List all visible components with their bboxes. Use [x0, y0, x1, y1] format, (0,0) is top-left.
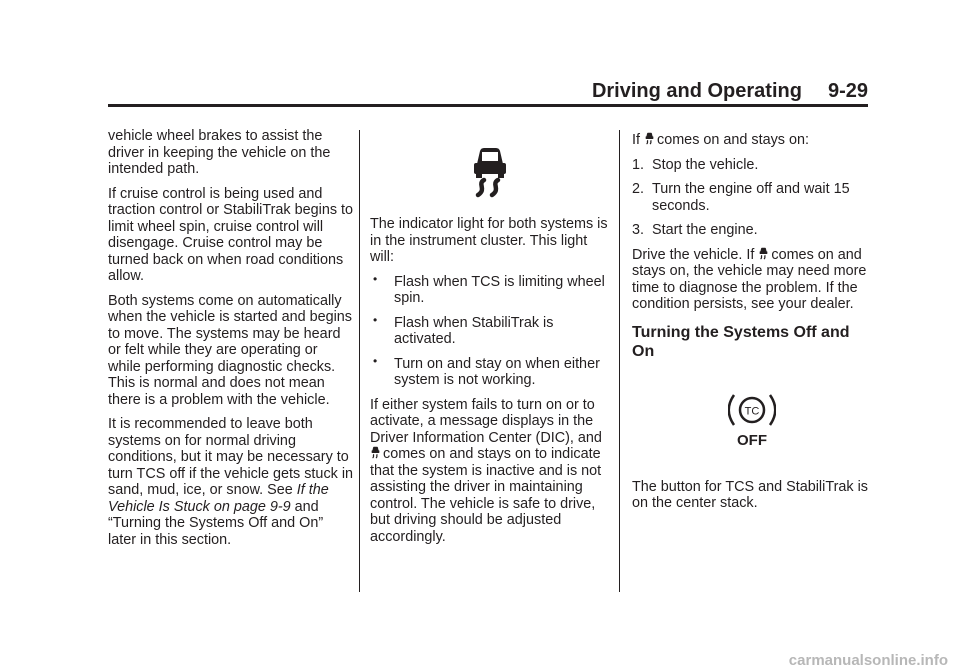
bullet-glyph: •: [373, 312, 378, 327]
step-number: 1.: [632, 156, 645, 173]
list-item: [370, 353, 610, 389]
paragraph: Both systems come on automatically when the vehicle is started and begins to move. The systems may be heard or felt while they are operating or while performing diagnostic checks. This is normal and does not mean there is a problem with the vehicle.: [108, 292, 352, 408]
indicator-icon-figure: [370, 128, 610, 216]
list-item-text: Flash when TCS is limiting wheel spin.: [394, 273, 605, 306]
stabilitrak-skid-icon: [758, 247, 769, 260]
column-divider-2: [619, 130, 620, 592]
section-heading: Turning the Systems Off and On: [632, 323, 850, 360]
column-1: [108, 128, 354, 556]
paragraph: vehicle wheel brakes to assist the driver in keeping the vehicle on the intended path.: [108, 128, 331, 177]
paragraph-text: and “Turning the Systems Off and On” later in this section.: [108, 498, 324, 548]
step-text: Stop the vehicle.: [652, 156, 759, 173]
stabilitrak-skid-icon: [370, 446, 381, 459]
paragraph: The button for TCS and StabiliTrak is on the center stack.: [632, 478, 868, 511]
paragraph-text: If: [632, 132, 644, 148]
stabilitrak-skid-icon: [644, 132, 655, 145]
step-item: [632, 181, 872, 214]
off-label: OFF: [737, 431, 767, 449]
header-rule: [108, 104, 868, 107]
column-divider-1: [359, 130, 360, 592]
paragraph: [632, 247, 872, 313]
paragraph-text: comes on and stays on to indicate that the system is inactive and is not assisting the driver in maintaining control. The vehicle is safe to drive, but driving should be adjusted accordingly.: [370, 446, 602, 545]
button-icon-figure: [632, 361, 872, 479]
page-header: [592, 80, 868, 103]
paragraph: [108, 416, 354, 548]
paragraph-text: comes on and stays on, the vehicle may need more time to diagnose the problem. If the condition persists, see your dealer.: [632, 246, 867, 312]
step-number: 2.: [632, 181, 645, 197]
list-item: [370, 271, 610, 307]
paragraph-text: It is recommended to leave both systems on for normal driving conditions, but it may be necessary to turn TCS off if the vehicle gets stuck in sand, mud, ice, or snow. See: [108, 416, 354, 498]
list-item: [370, 312, 610, 348]
paragraph: [632, 132, 872, 149]
bullet-glyph: •: [373, 353, 378, 368]
bullet-glyph: •: [373, 271, 378, 286]
column-2: [370, 128, 610, 553]
step-text: Start the engine.: [652, 222, 758, 238]
paragraph-text: comes on and stays on:: [657, 132, 809, 148]
tc-off-icon: [728, 391, 776, 449]
paragraph: [370, 397, 610, 546]
paragraph-text: Drive the vehicle. If: [632, 246, 759, 263]
step-text: Turn the engine off and wait 15 seconds.: [652, 181, 850, 214]
list-item-text: Flash when StabiliTrak is activated.: [394, 314, 554, 347]
step-number: 3.: [632, 222, 645, 238]
tc-label: TC: [744, 405, 760, 417]
paragraph-text: If either system fails to turn on or to activate, a message displays in the Driver Information Center (DIC), and: [370, 396, 602, 446]
paragraph: The indicator light for both systems is in the instrument cluster. This light will:: [370, 216, 608, 265]
step-item: [632, 222, 872, 239]
step-item: [632, 157, 872, 174]
watermark: carmanualsonline.info: [788, 652, 948, 669]
column-3: [632, 128, 872, 520]
page-number: 9-29: [827, 80, 868, 102]
cross-reference-link[interactable]: If the Vehicle Is Stuck on page 9-9: [108, 482, 329, 515]
section-title: Driving and Operating: [591, 80, 802, 102]
stabilitrak-skid-icon: [470, 145, 510, 199]
list-item-text: Turn on and stay on when either system is not working.: [394, 355, 600, 388]
paragraph: If cruise control is being used and traction control or StabiliTrak begins to limit wheel spin, cruise control will disengage. Cruise control may be turned back on when road conditions allow.: [108, 185, 354, 284]
